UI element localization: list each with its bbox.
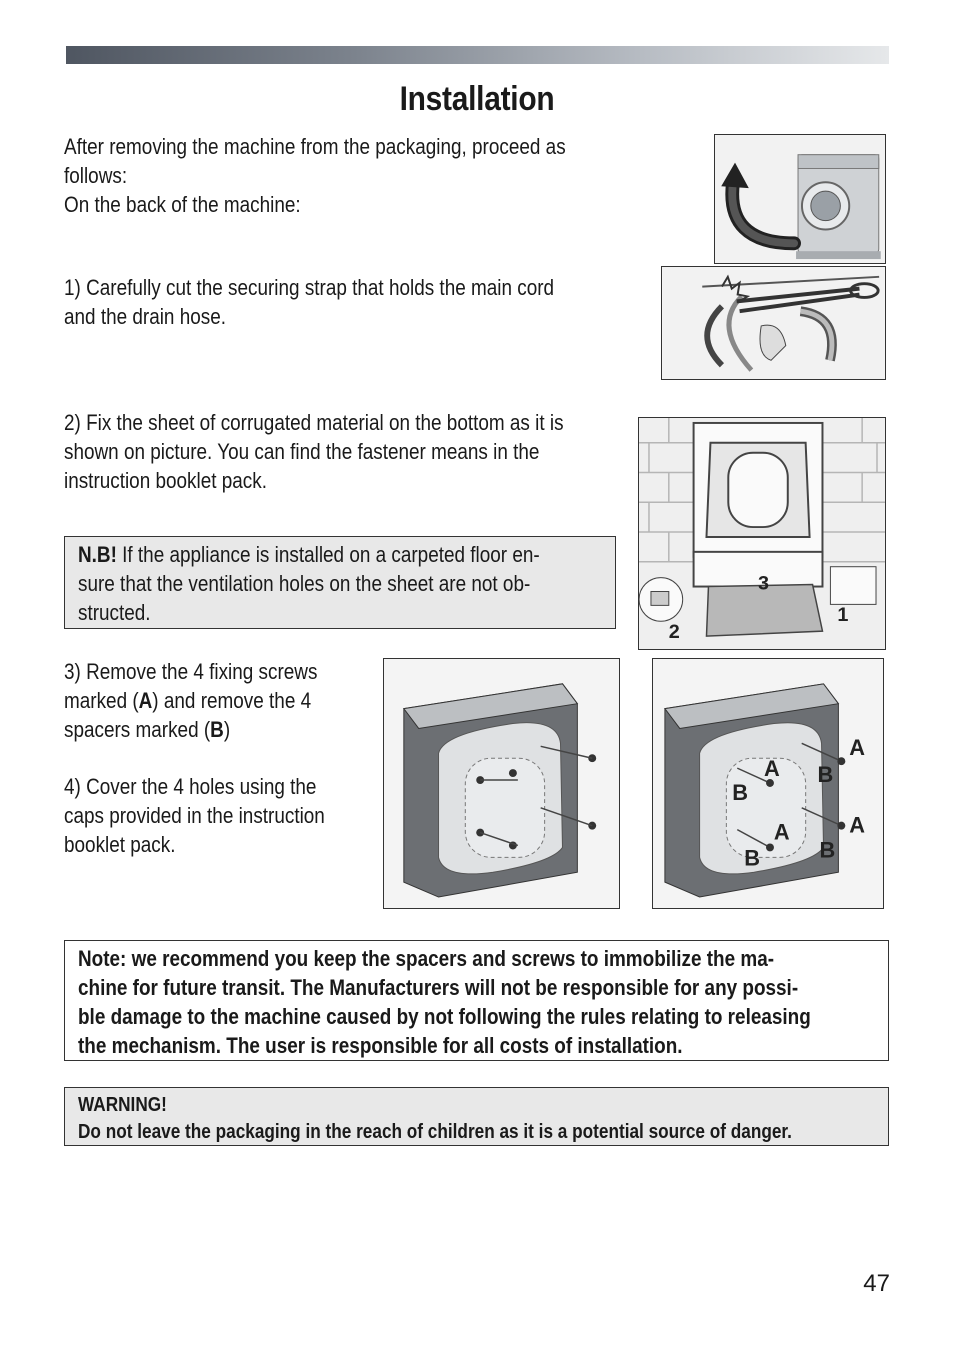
- step4-line: 4) Cover the 4 holes using the: [64, 774, 317, 799]
- figure-cut-strap: [661, 266, 886, 380]
- intro-line: On the back of the machine:: [64, 192, 301, 217]
- step3-text: marked (: [64, 688, 139, 713]
- figure-back-screws-illustration: [384, 659, 619, 908]
- step2-line: instruction booklet pack.: [64, 468, 267, 493]
- intro-line: follows:: [64, 163, 128, 188]
- marker-b-label: B: [732, 779, 749, 805]
- marker-a-label: A: [849, 735, 866, 761]
- step2-paragraph: [64, 408, 623, 495]
- intro-line: After removing the machine from the packaging, proceed as: [64, 134, 566, 159]
- figure-back-markers-illustration: [653, 659, 883, 908]
- marker-b-text: B: [210, 717, 224, 742]
- nb-line: sure that the ventilation holes on the sheet are not ob-: [78, 571, 531, 596]
- step3-text: ) and remove the 4: [152, 688, 312, 713]
- page-number: 47: [863, 1270, 890, 1297]
- figure-machine-rotate: [714, 134, 886, 264]
- step4-paragraph: [64, 772, 391, 859]
- marker-b-label: B: [744, 845, 760, 871]
- note-line: ble damage to the machine caused by not following the rules relating to releasing: [78, 1004, 811, 1029]
- figure-back-screws: [383, 658, 620, 909]
- step1-line: 1) Carefully cut the securing strap that holds the main cord: [64, 275, 555, 300]
- step2-line: 2) Fix the sheet of corrugated material on the bottom as it is: [64, 410, 564, 435]
- figure-corrugated-sheet-illustration: [639, 418, 885, 649]
- marker-a-text: A: [138, 688, 153, 713]
- warning-box: [64, 1087, 889, 1146]
- warning-text: Do not leave the packaging in the reach of children as it is a potential source of danger.: [78, 1121, 792, 1143]
- step1-line: and the drain hose.: [64, 304, 227, 329]
- warning-heading: WARNING!: [78, 1094, 167, 1116]
- nb-line: structed.: [78, 600, 151, 625]
- marker-a-label: A: [773, 819, 790, 845]
- header-bar: [66, 46, 889, 64]
- marker-a-label: A: [764, 756, 780, 782]
- nb-label: N.B!: [78, 542, 117, 567]
- figure-number-2: 2: [668, 621, 680, 644]
- step4-line: caps provided in the instruction: [64, 803, 325, 828]
- figure-number-1: 1: [837, 604, 849, 627]
- nb-line: If the appliance is installed on a carpeted floor en-: [116, 542, 540, 567]
- step3-text: ): [223, 717, 231, 742]
- step2-line: shown on picture. You can find the fastener means in the: [64, 439, 540, 464]
- step4-line: booklet pack.: [64, 832, 176, 857]
- marker-b-label: B: [819, 837, 836, 863]
- note-line: the mechanism. The user is responsible for all costs of installation.: [78, 1033, 683, 1058]
- marker-a-label: A: [849, 812, 866, 838]
- nb-box: [64, 536, 616, 629]
- step1-paragraph: [64, 273, 623, 331]
- figure-machine-rotate-illustration: [715, 135, 885, 263]
- note-line: Note: we recommend you keep the spacers and screws to immobilize the ma-: [78, 946, 775, 971]
- figure-number-3: 3: [758, 572, 770, 595]
- step3-paragraph: [64, 657, 391, 744]
- note-box: [64, 940, 889, 1061]
- page-title: Installation: [399, 80, 555, 118]
- step3-line: 3) Remove the 4 fixing screws: [64, 659, 318, 684]
- intro-paragraph: [64, 132, 623, 219]
- figure-corrugated-sheet: [638, 417, 886, 650]
- figure-back-markers: [652, 658, 884, 909]
- marker-b-label: B: [817, 762, 834, 788]
- note-line: chine for future transit. The Manufacturers will not be responsible for any possi-: [78, 975, 799, 1000]
- figure-cut-strap-illustration: [662, 267, 885, 379]
- step3-text: spacers marked (: [64, 717, 211, 742]
